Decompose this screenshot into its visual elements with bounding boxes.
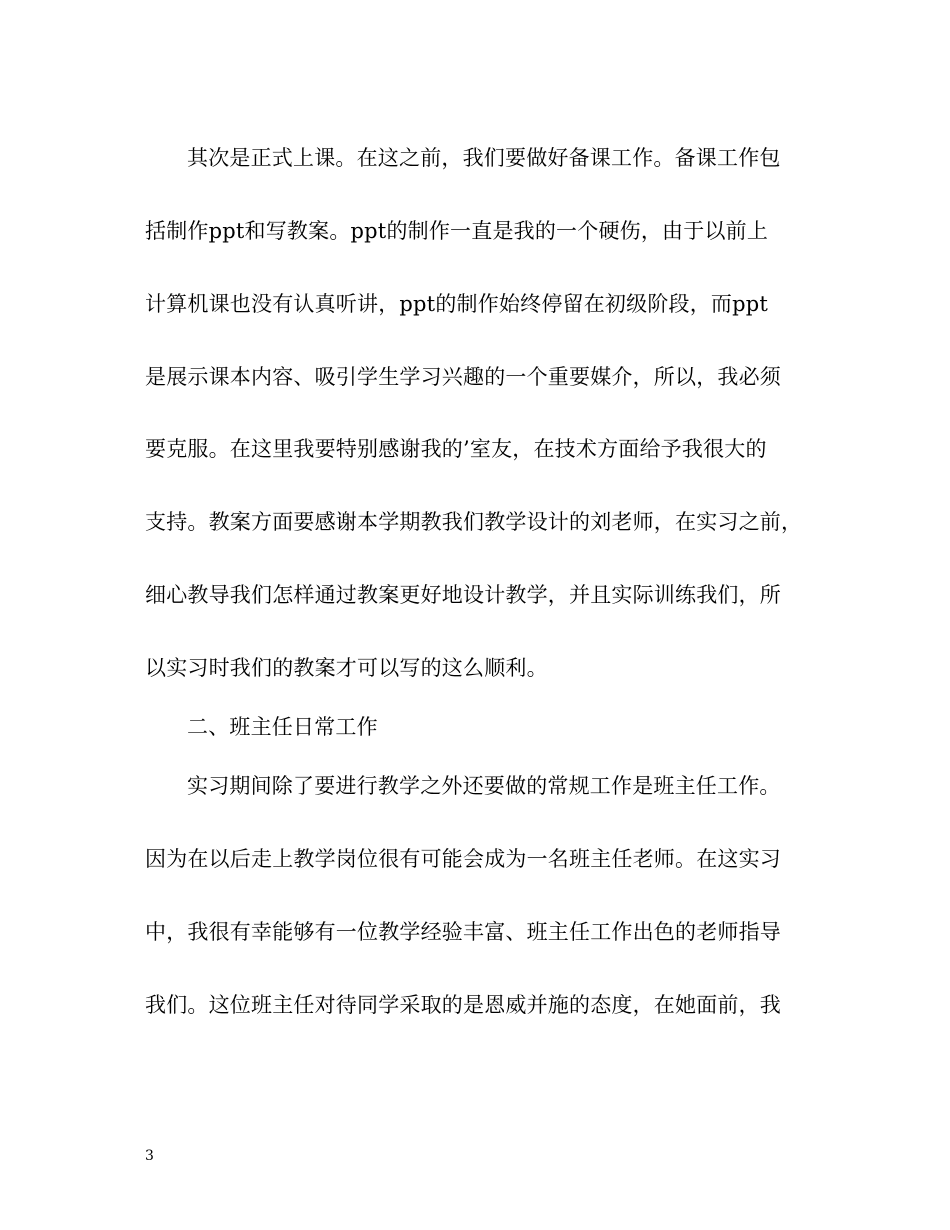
page-number: 3 — [145, 1148, 154, 1164]
paragraph-line-7: 细心教导我们怎样通过教案更好地设计教学，并且实际训练我们，所 — [145, 583, 781, 607]
paragraph-line-5: 要克服。在这里我要特别感谢我的’室友，在技术方面给予我很大的 — [145, 437, 767, 461]
paragraph-line-9: 实习期间除了要进行教学之外还要做的常规工作是班主任工作。 — [187, 774, 781, 798]
paragraph-line-6: 支持。教案方面要感谢本学期教我们教学设计的刘老师，在实习之前， — [145, 510, 803, 534]
paragraph-line-1: 其次是正式上课。在这之前，我们要做好备课工作。备课工作包 — [187, 146, 781, 170]
paragraph-line-8: 以实习时我们的教案才可以写的这么顺利。 — [145, 656, 548, 680]
paragraph-line-10: 因为在以后走上教学岗位很有可能会成为一名班主任老师。在这实习 — [145, 847, 781, 871]
paragraph-line-2: 括制作ppt和写教案。ppt的制作一直是我的一个硬伤，由于以前上 — [145, 219, 769, 243]
paragraph-line-3: 计算机课也没有认真听讲，ppt的制作始终停留在初级阶段，而ppt — [145, 292, 769, 316]
paragraph-line-4: 是展示课本内容、吸引学生学习兴趣的一个重要媒介，所以，我必须 — [145, 365, 781, 389]
paragraph-line-12: 我们。这位班主任对待同学采取的是恩威并施的态度，在她面前，我 — [145, 993, 781, 1017]
section-heading: 二、班主任日常工作 — [187, 715, 378, 739]
paragraph-line-11: 中，我很有幸能够有一位教学经验丰富、班主任工作出色的老师指导 — [145, 920, 781, 944]
